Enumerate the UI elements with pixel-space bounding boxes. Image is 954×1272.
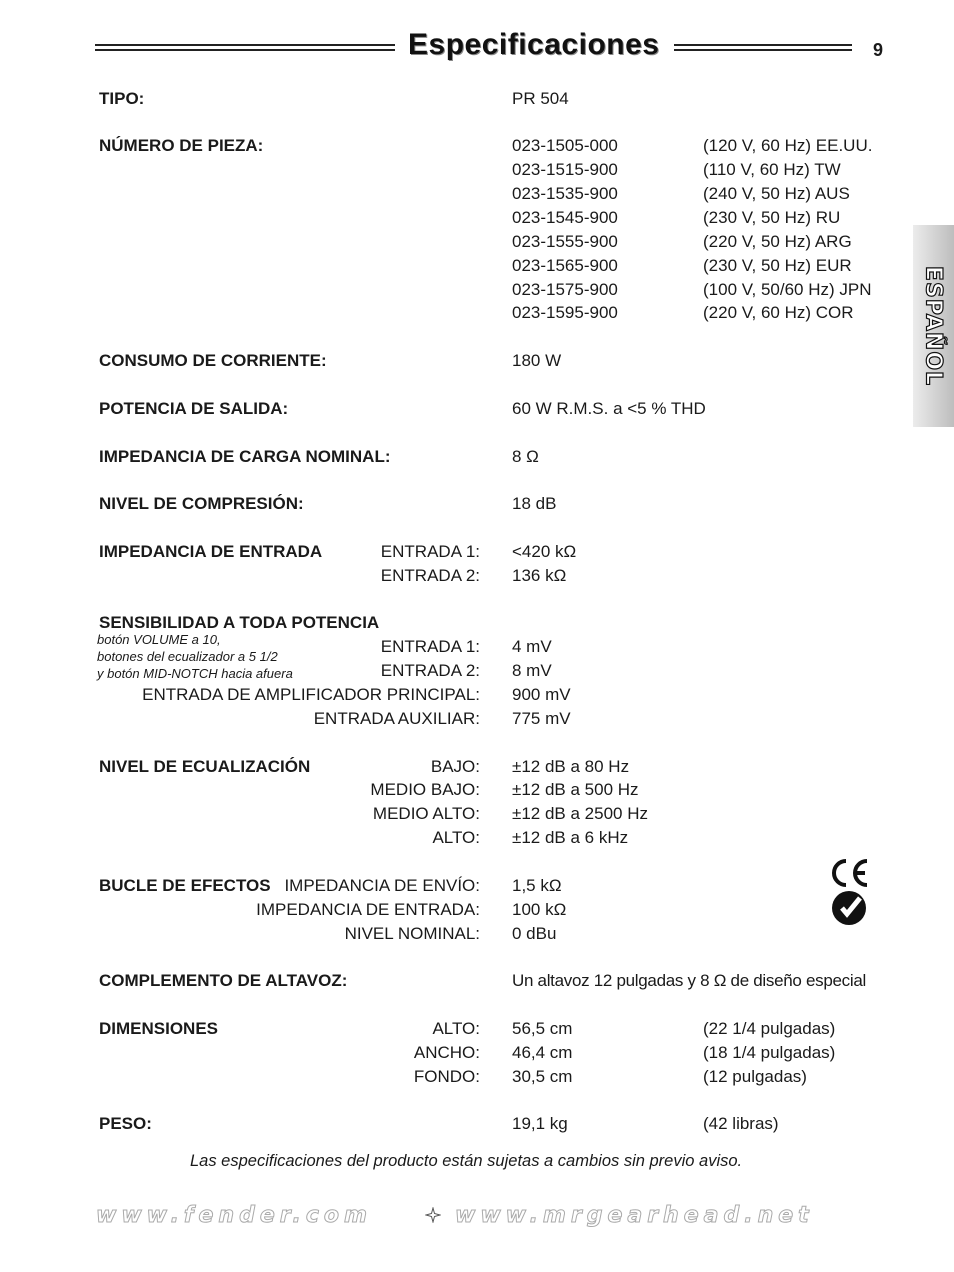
spec-value: 136 kΩ [512, 566, 567, 585]
part-number: 023-1555-900 [512, 232, 618, 251]
spec-value: 30,5 cm [512, 1067, 573, 1086]
spec-sublabel: ENTRADA AUXILIAR: [313, 709, 480, 728]
header-rule-right [674, 44, 852, 51]
spec-value: 56,5 cm [512, 1019, 573, 1038]
sensibilidad-note-line: botones del ecualizador a 5 1/2 [97, 649, 278, 664]
spec-sublabel: ENTRADA DE AMPLIFICADOR PRINCIPAL: [142, 685, 480, 704]
part-number: 023-1505-000 [512, 136, 618, 155]
c-tick-icon [830, 889, 870, 927]
part-description: (220 V, 50 Hz) ARG [703, 232, 852, 251]
footer-link-mrgearhead[interactable]: www.mrgearhead.net [455, 1203, 814, 1228]
spec-label-tipo: TIPO: [99, 89, 145, 108]
part-description: (230 V, 50 Hz) EUR [703, 256, 852, 275]
footer-link-fender[interactable]: www.fender.com [96, 1203, 372, 1228]
part-description: (230 V, 50 Hz) RU [703, 208, 841, 227]
part-description: (220 V, 60 Hz) COR [703, 303, 854, 322]
spec-value: 0 dBu [512, 924, 557, 943]
spec-label-consumo: CONSUMO DE CORRIENTE: [99, 351, 327, 370]
spec-value: 100 kΩ [512, 900, 567, 919]
part-number: 023-1565-900 [512, 256, 618, 275]
spec-sublabel: ALTO: [432, 1019, 480, 1038]
spec-value-alt: (22 1/4 pulgadas) [703, 1019, 836, 1038]
star-icon [425, 1207, 441, 1223]
spec-value-altavoz: Un altavoz 12 pulgadas y 8 Ω de diseño especial [512, 971, 866, 990]
spec-sublabel: IMPEDANCIA DE ENTRADA: [256, 900, 480, 919]
spec-sublabel: ANCHO: [413, 1043, 480, 1062]
spec-value-potencia: 60 W R.M.S. a <5 % THD [512, 399, 706, 418]
spec-sublabel: ENTRADA 2: [380, 566, 480, 585]
spec-label-peso: PESO: [99, 1114, 152, 1133]
part-number: 023-1545-900 [512, 208, 618, 227]
spec-sublabel: ALTO: [432, 828, 480, 847]
spec-sublabel: ENTRADA 1: [380, 542, 480, 561]
part-description: (240 V, 50 Hz) AUS [703, 184, 850, 203]
spec-value-alt: (18 1/4 pulgadas) [703, 1043, 836, 1062]
spec-label-potencia: POTENCIA DE SALIDA: [99, 399, 289, 418]
spec-sublabel: ENTRADA 1: [380, 637, 480, 656]
spec-value-compresion: 18 dB [512, 494, 557, 513]
header-rule-left [95, 44, 395, 51]
sensibilidad-note-line: y botón MID-NOTCH hacia afuera [97, 666, 293, 681]
spec-value: ±12 dB a 500 Hz [512, 780, 639, 799]
spec-value-peso-alt: (42 libras) [703, 1114, 779, 1133]
spec-sublabel: NIVEL NOMINAL: [344, 924, 480, 943]
page-title: Especificaciones [408, 28, 660, 61]
spec-label-ecualizacion: NIVEL DE ECUALIZACIÓN [99, 757, 311, 776]
spec-value-peso: 19,1 kg [512, 1114, 568, 1133]
spec-sublabel: ENTRADA 2: [380, 661, 480, 680]
spec-sublabel: FONDO: [413, 1067, 480, 1086]
spec-value: 46,4 cm [512, 1043, 573, 1062]
page-number: 9 [873, 40, 884, 60]
spec-value: 4 mV [512, 637, 552, 656]
part-description: (120 V, 60 Hz) EE.UU. [703, 136, 873, 155]
spec-sublabel: MEDIO BAJO: [370, 780, 480, 799]
spec-value: <420 kΩ [512, 542, 577, 561]
sensibilidad-note-line: botón VOLUME a 10, [97, 632, 221, 647]
spec-sublabel: MEDIO ALTO: [372, 804, 480, 823]
part-description: (100 V, 50/60 Hz) JPN [703, 280, 872, 299]
spec-value: 8 mV [512, 661, 552, 680]
spec-label-impedancia-carga: IMPEDANCIA DE CARGA NOMINAL: [99, 447, 391, 466]
spec-sublabel: BAJO: [430, 757, 480, 776]
part-number: 023-1595-900 [512, 303, 618, 322]
spec-value: 1,5 kΩ [512, 876, 562, 895]
spec-value: 900 mV [512, 685, 571, 704]
part-description: (110 V, 60 Hz) TW [703, 160, 841, 179]
spec-value: 775 mV [512, 709, 571, 728]
part-number: 023-1535-900 [512, 184, 618, 203]
spec-label-sensibilidad: SENSIBILIDAD A TODA POTENCIA [99, 613, 380, 632]
spec-value: ±12 dB a 6 kHz [512, 828, 629, 847]
spec-value-alt: (12 pulgadas) [703, 1067, 807, 1086]
spec-value-impedancia-carga: 8 Ω [512, 447, 539, 466]
spec-value: ±12 dB a 80 Hz [512, 757, 630, 776]
spec-label-dimensiones: DIMENSIONES [99, 1019, 219, 1038]
language-tab [913, 225, 954, 427]
spec-label-numero-pieza: NÚMERO DE PIEZA: [99, 136, 264, 155]
ce-mark-icon [828, 857, 870, 889]
spec-label-altavoz: COMPLEMENTO DE ALTAVOZ: [99, 971, 348, 990]
part-number: 023-1515-900 [512, 160, 618, 179]
language-tab-label: ESPAÑOL [920, 265, 946, 387]
spec-label-impedancia-entrada: IMPEDANCIA DE ENTRADA [99, 542, 323, 561]
spec-label-bucle: BUCLE DE EFECTOS [99, 876, 271, 895]
spec-sublabel: IMPEDANCIA DE ENVÍO: [284, 876, 480, 895]
spec-label-compresion: NIVEL DE COMPRESIÓN: [99, 494, 304, 513]
part-number: 023-1575-900 [512, 280, 618, 299]
spec-value: ±12 dB a 2500 Hz [512, 804, 648, 823]
spec-value-consumo: 180 W [512, 351, 562, 370]
spec-value-tipo: PR 504 [512, 89, 569, 108]
footnote: Las especificaciones del producto están sujetas a cambios sin previo aviso. [190, 1152, 743, 1170]
